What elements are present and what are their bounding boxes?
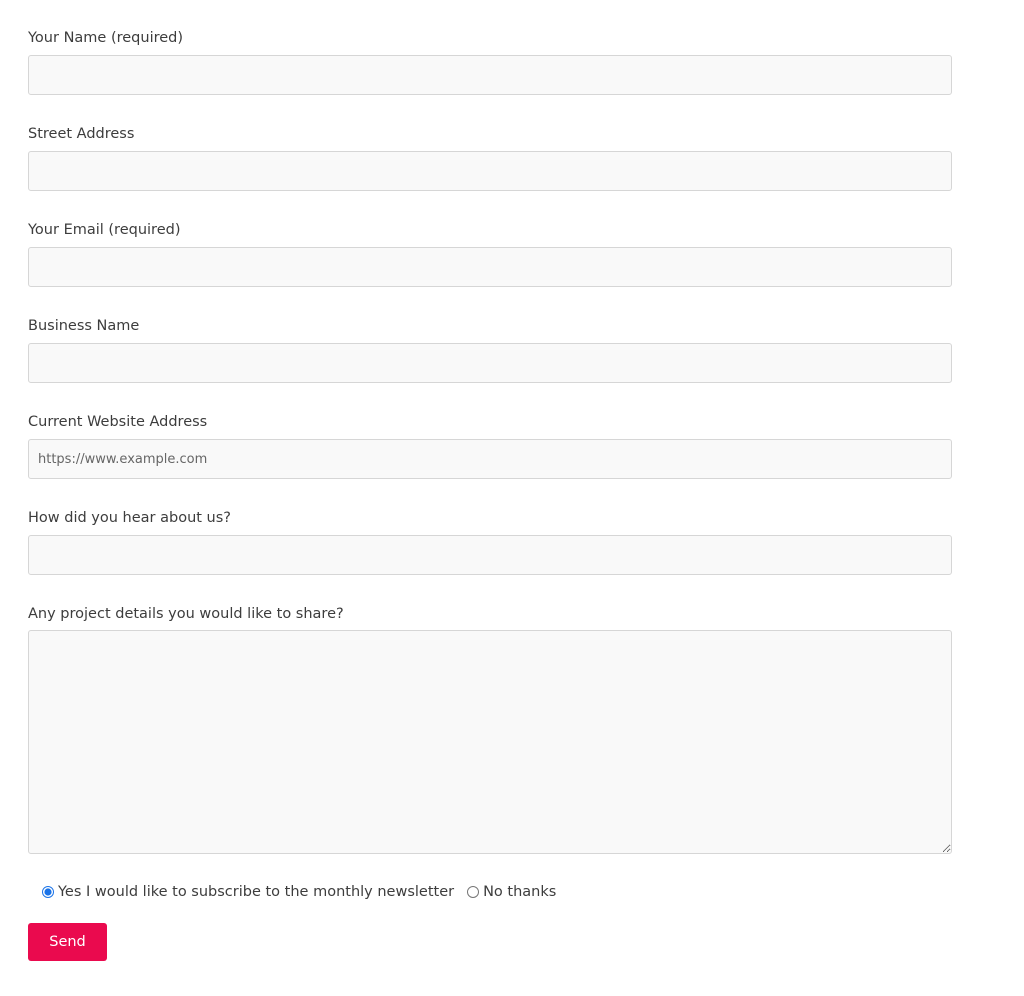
newsletter-radio-group [42, 882, 556, 902]
email-input[interactable] [28, 247, 952, 287]
newsletter-no-option[interactable] [467, 884, 556, 900]
street-address-label: Street Address [28, 126, 135, 142]
website-address-label: Current Website Address [28, 414, 208, 430]
newsletter-no-radio[interactable] [467, 886, 479, 898]
email-label: Your Email (required) [28, 222, 181, 238]
newsletter-yes-option[interactable] [42, 884, 454, 900]
newsletter-yes-radio[interactable] [42, 886, 54, 898]
business-name-input[interactable] [28, 343, 952, 383]
name-input[interactable] [28, 55, 952, 95]
referral-source-input[interactable] [28, 535, 952, 575]
project-details-textarea[interactable] [28, 630, 952, 854]
business-name-label: Business Name [28, 318, 140, 334]
website-address-input[interactable] [28, 439, 952, 479]
name-label: Your Name (required) [28, 30, 184, 46]
send-button[interactable]: Send [28, 923, 107, 961]
project-details-label: Any project details you would like to share? [28, 606, 344, 622]
newsletter-no-label: No thanks [483, 884, 557, 900]
referral-source-label: How did you hear about us? [28, 510, 231, 526]
street-address-input[interactable] [28, 151, 952, 191]
newsletter-yes-label: Yes I would like to subscribe to the monthly newsletter [58, 884, 455, 900]
